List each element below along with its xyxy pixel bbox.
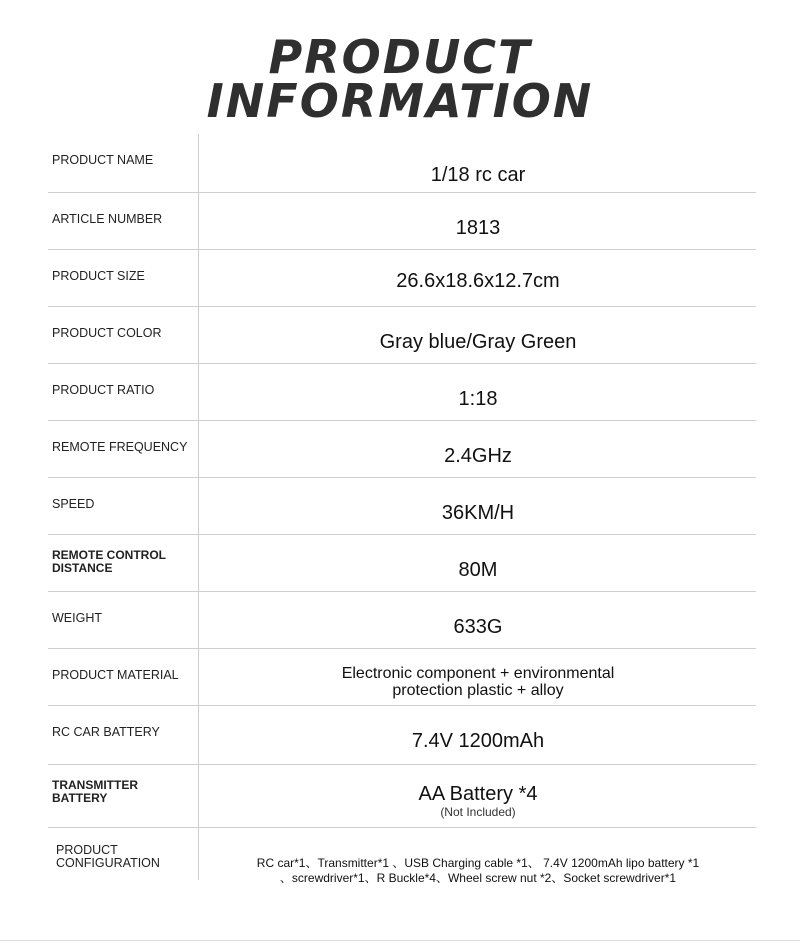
- row-value: 26.6x18.6x12.7cm: [396, 270, 560, 292]
- table-row: [48, 193, 756, 250]
- row-value: 1/18 rc car: [430, 164, 526, 186]
- row-value: 80M: [458, 559, 498, 581]
- table-row: [48, 592, 756, 649]
- row-value: 7.4V 1200mAh: [411, 730, 545, 752]
- row-label: ARTICLE NUMBER: [52, 212, 163, 226]
- title-line-2: INFORMATION: [206, 74, 594, 128]
- row-label: PRODUCT SIZE: [52, 269, 145, 283]
- row-value: 36KM/H: [441, 502, 515, 524]
- row-label: PRODUCT MATERIAL: [52, 668, 179, 682]
- table-row: [48, 649, 756, 706]
- row-note: (Not Included): [440, 805, 516, 819]
- table-row: [48, 706, 756, 765]
- table-row: [48, 250, 756, 307]
- row-value: 1:18: [458, 388, 498, 410]
- row-label: RC CAR BATTERY: [52, 725, 160, 739]
- table-row: [48, 134, 756, 193]
- table-row: [48, 765, 756, 828]
- row-value: Electronic component + environmental: [341, 665, 615, 682]
- row-label: PRODUCT RATIO: [52, 383, 155, 397]
- row-value: 2.4GHz: [444, 445, 512, 467]
- table-row: [48, 364, 756, 421]
- row-value: AA Battery *4: [418, 783, 538, 805]
- row-label: REMOTE CONTROL DISTANCE: [52, 548, 166, 575]
- row-value: 1813: [455, 217, 501, 239]
- row-value: 633G: [453, 616, 503, 638]
- table-row: [48, 421, 756, 478]
- title-line-1: PRODUCT: [268, 30, 532, 84]
- product-info-table: [48, 134, 756, 888]
- row-label: PRODUCT COLOR: [52, 326, 162, 340]
- row-label: WEIGHT: [52, 611, 102, 625]
- row-value: RC car*1、Transmitter*1 、USB Charging cable *1、 7.4V 1200mAh lipo battery *1: [256, 856, 700, 870]
- row-value-line-2: 、screwdriver*1、R Buckle*4、Wheel screw nut *2、Socket screwdriver*1: [279, 871, 677, 885]
- table-row: [48, 535, 756, 592]
- table-row: [48, 478, 756, 535]
- row-label: PRODUCT CONFIGURATION: [56, 843, 160, 870]
- page-bottom-divider: [0, 940, 800, 941]
- row-label: PRODUCT NAME: [52, 153, 154, 167]
- row-label: TRANSMITTER BATTERY: [52, 778, 138, 805]
- row-value: Gray blue/Gray Green: [379, 331, 577, 353]
- table-row: [48, 828, 756, 888]
- table-row: [48, 307, 756, 364]
- row-label: SPEED: [52, 497, 95, 511]
- row-label: REMOTE FREQUENCY: [52, 440, 188, 454]
- row-value-line-2: protection plastic + alloy: [392, 682, 564, 699]
